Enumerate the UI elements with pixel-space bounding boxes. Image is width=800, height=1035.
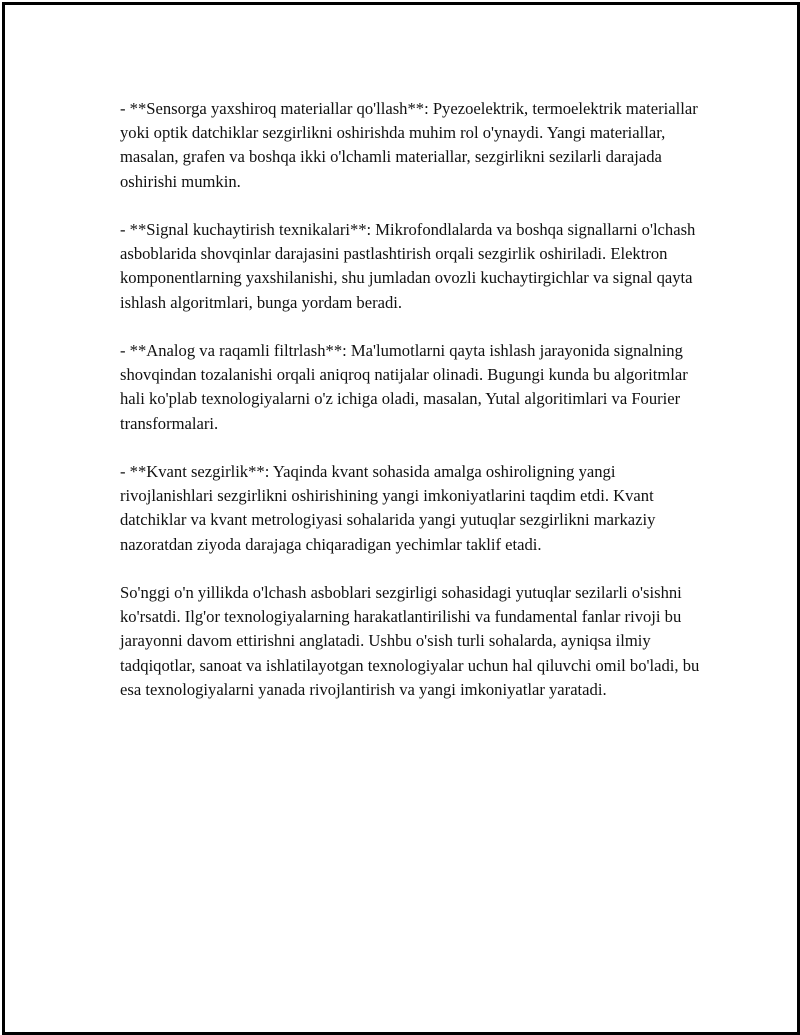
paragraph-conclusion: So'nggi o'n yillikda o'lchash asboblari sezgirligi sohasidagi yutuqlar sezilarli o'sishni ko'rsatdi. Ilg'or texnologiyalarning harakatlantirilishi va fundamental fanlar rivoji bu jarayonni davom ettirishni anglatadi. Ushbu o'sish turli sohalarda, ayniqsa ilmiy tadqiqotlar, sanoat va ishlatilayotgan texnologiyalar uchun hal qiluvchi omil bo'ladi, bu esa texnologiyalarni yanada rivojlantirish va yangi imkoniyatlar yaratadi. (120, 583, 700, 699)
paragraph-signal-amplification: - **Signal kuchaytirish texnikalari**: Mikrofondlalarda va boshqa signallarni o'lchash asboblarida shovqinlar darajasini pastlashtirish orqali sezgirlik oshiriladi. Elektron komponentlarning yaxshilanishi, shu jumladan ovozli kuchaytirgichlar va signal qayta ishlash algoritmlari, bunga yordam beradi. (120, 220, 696, 312)
document-body (120, 97, 700, 726)
paragraph-sensor-materials: - **Sensorga yaxshiroq materiallar qo'llash**: Pyezoelektrik, termoelektrik materiallar yoki optik datchiklar sezgirlikni oshirishda muhim rol o'ynaydi. Yangi materiallar, masalan, grafen va boshqa ikki o'lchamli materiallar, sezgirlikni sezilarli darajada oshirishi mumkin. (120, 99, 698, 191)
paragraph-quantum-sensitivity: - **Kvant sezgirlik**: Yaqinda kvant sohasida amalga oshiroligning yangi rivojlanishlari sezgirlikni oshirishining yangi imkoniyatlarini taqdim etdi. Kvant datchiklar va kvant metrologiyasi sohalarida yangi yutuqlar sezgirlikni markaziy nazoratdan ziyoda darajaga chiqaradigan yechimlar taklif etadi. (120, 462, 656, 554)
paragraph-filtering: - **Analog va raqamli filtrlash**: Ma'lumotlarni qayta ishlash jarayonida signalning shovqindan tozalanishi orqali aniqroq natijalar olinadi. Bugungi kunda bu algoritmlar hali ko'plab texnologiyalarni o'z ichiga oladi, masalan, Yutal algoritimlari va Fourier transformalari. (120, 341, 688, 433)
page-border (2, 2, 800, 1035)
